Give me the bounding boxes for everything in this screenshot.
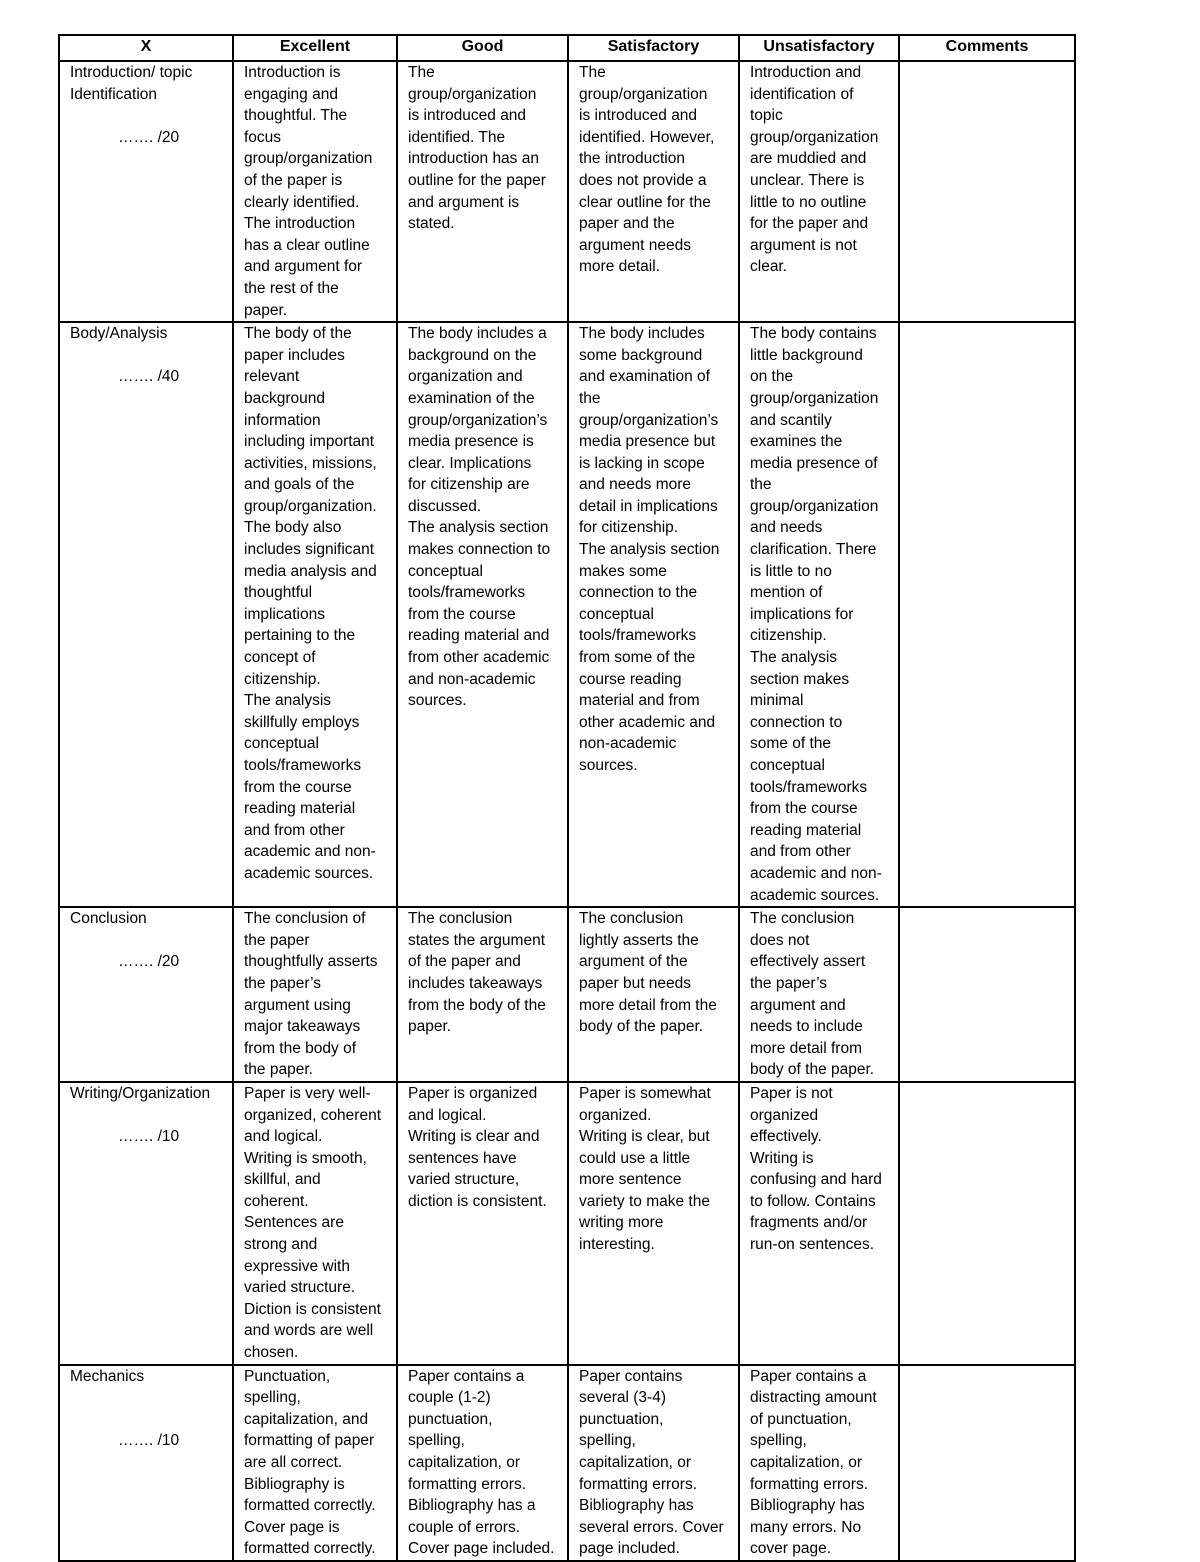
table-row [59,1082,1075,1365]
criterion-label: Mechanics [70,1367,145,1385]
score-blank: ……. /20 [118,128,180,146]
excellent-text: The conclusion of the paper thoughtfully asserts the paper’s argument using major takeaways from the body of the paper. [244,910,378,1079]
satisfactory-cell [568,61,739,322]
unsatisfactory-text: Paper contains a distracting amount of punctuation, spelling, capitalization, or formatting errors. Bibliography has many errors. No cover page. [750,1367,877,1558]
criterion-cell [59,1082,233,1365]
excellent-cell [233,61,397,322]
comments-cell [899,61,1075,322]
score-blank: ……. /10 [118,1128,180,1146]
good-text: Paper is organized and logical. Writing is clear and sentences have varied structure, diction is consistent. [408,1084,547,1210]
header-row [59,35,1075,61]
header-unsatisfactory: Unsatisfactory [739,35,899,61]
excellent-cell [233,907,397,1082]
score-blank: ……. /20 [118,953,180,971]
excellent-text: Punctuation, spelling, capitalization, and formatting of paper are all correct. Bibliography is formatted correctly. Cover page is formatted correctly. [244,1367,376,1558]
satisfactory-text: The body includes some background and examination of the group/organization’s media presence but is lacking in scope and needs more detail in implications for citizenship. The analysis section makes some connection to the conceptual tools/frameworks from some of the course reading material and from other academic and non-academic sources. [579,325,720,774]
good-cell [397,907,568,1082]
header-comments: Comments [899,35,1075,61]
satisfactory-text: Paper is somewhat organized. Writing is clear, but could use a little more sentence variety to make the writing more interesting. [579,1084,711,1254]
satisfactory-text: Paper contains several (3-4) punctuation, spelling, capitalization, or formatting errors. Bibliography has several errors. Cover page included. [579,1367,724,1558]
satisfactory-cell [568,1082,739,1365]
good-text: The conclusion states the argument of the paper and includes takeaways from the body of the paper. [408,910,546,1036]
table-row [59,907,1075,1082]
excellent-cell [233,322,397,907]
criterion-label: Conclusion [70,910,147,928]
good-cell [397,322,568,907]
header-good: Good [397,35,568,61]
satisfactory-cell [568,1365,739,1561]
header-satisfactory: Satisfactory [568,35,739,61]
score-blank: ……. /40 [118,368,180,386]
criterion-cell [59,322,233,907]
criterion-cell [59,61,233,322]
unsatisfactory-text: The body contains little background on the group/organization and scantily examines the media presence of the group/organization and needs clarification. There is little to no mention of implications for citizenship. The analysis section makes minimal connection to some of the conceptual tools/frameworks from the course reading material and from other academic and non- academic sources. [750,325,882,904]
unsatisfactory-text: Introduction and identification of topic group/organization are muddied and unclear. There is little to no outline for the paper and argument is not clear. [750,64,879,276]
header-criterion: X [59,35,233,61]
criterion-cell [59,907,233,1082]
satisfactory-text: The group/organization is introduced and identified. However, the introduction does not provide a clear outline for the paper and the argument needs more detail. [579,64,715,276]
criterion-label: Writing/Organization [70,1084,211,1102]
unsatisfactory-cell [739,907,899,1082]
excellent-cell [233,1082,397,1365]
comments-cell [899,1082,1075,1365]
excellent-text: Paper is very well- organized, coherent and logical. Writing is smooth, skillful, and coherent. Sentences are strong and expressive with varied structure. Diction is consistent and words are well chosen. [244,1084,382,1362]
criterion-label: Introduction/ topic Identification [70,64,193,103]
unsatisfactory-text: The conclusion does not effectively assert the paper’s argument and needs to include more detail from body of the paper. [750,910,875,1079]
excellent-text: The body of the paper includes relevant background information including important activities, missions, and goals of the group/organization. The body also includes significant media analysis and thoughtful implications pertaining to the concept of citizenship. The analysis skillfully employs conceptual tools/frameworks from the course reading material and from other academic and non- academic sources. [244,325,377,882]
table-row [59,322,1075,907]
satisfactory-text: The conclusion lightly asserts the argument of the paper but needs more detail from the body of the paper. [579,910,717,1036]
good-cell [397,61,568,322]
satisfactory-cell [568,322,739,907]
unsatisfactory-cell [739,1082,899,1365]
good-text: Paper contains a couple (1-2) punctuation, spelling, capitalization, or formatting errors. Bibliography has a couple of errors. Cover page included. [408,1367,555,1558]
comments-cell [899,322,1075,907]
table-row [59,61,1075,322]
excellent-cell [233,1365,397,1561]
unsatisfactory-cell [739,322,899,907]
criterion-label: Body/Analysis [70,325,168,343]
rubric-table [58,34,1076,1562]
table-row [59,1365,1075,1561]
satisfactory-cell [568,907,739,1082]
good-text: The body includes a background on the organization and examination of the group/organization’s media presence is clear. Implications for citizenship are discussed. The analysis section makes connection to conceptual tools/frameworks from the course reading material and from other academic and non-academic sources. [408,325,551,710]
unsatisfactory-text: Paper is not organized effectively. Writing is confusing and hard to follow. Contains fragments and/or run-on sentences. [750,1084,882,1254]
good-text: The group/organization is introduced and identified. The introduction has an outline for the paper and argument is stated. [408,64,546,233]
header-excellent: Excellent [233,35,397,61]
comments-cell [899,1365,1075,1561]
unsatisfactory-cell [739,61,899,322]
good-cell [397,1365,568,1561]
score-blank: ……. /10 [118,1432,180,1450]
unsatisfactory-cell [739,1365,899,1561]
excellent-text: Introduction is engaging and thoughtful. The focus group/organization of the paper is clearly identified. The introduction has a clear outline and argument for the rest of the paper. [244,64,373,319]
good-cell [397,1082,568,1365]
comments-cell [899,907,1075,1082]
criterion-cell [59,1365,233,1561]
